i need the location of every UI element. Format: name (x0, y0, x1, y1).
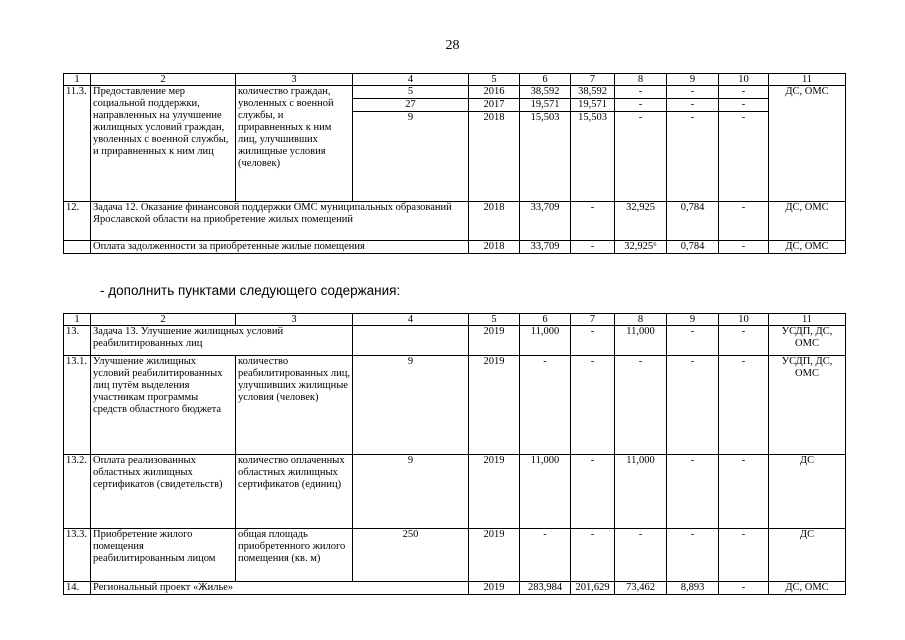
executor: ДС (769, 455, 846, 529)
table-row (64, 582, 846, 595)
regional-fund: - (615, 98, 667, 111)
total: 38,592 (530, 86, 560, 97)
local-fund: - (667, 356, 719, 455)
header-cell: 7 (571, 74, 615, 86)
federal-fund: - (571, 529, 615, 582)
total: 15,503 (520, 111, 571, 124)
executor: ДС, ОМС (769, 582, 846, 595)
table-row (64, 326, 846, 356)
regional-fund: 73,462 (615, 582, 667, 595)
row-number: 13.3. (64, 529, 91, 582)
amendment-note: - дополнить пунктами следующего содержания: (100, 283, 401, 298)
local-fund: - (667, 326, 719, 356)
row-number: 12. (64, 202, 91, 241)
local-fund: - (667, 455, 719, 529)
program-table-part-2 (63, 313, 846, 595)
other-fund: - (719, 529, 769, 582)
years (469, 86, 520, 202)
regional-fund: 11,000 (615, 326, 667, 356)
year: 2019 (469, 582, 520, 595)
executor: ДС, ОМС (769, 202, 846, 241)
header-cell: 11 (769, 74, 846, 86)
local-fund: - (667, 111, 719, 124)
measure-name: Улучшение жилищных условий реабилитированных лиц путём выделения участникам программы средств областного бюджета (91, 356, 236, 455)
total: - (520, 356, 571, 455)
other-fund: - (719, 582, 769, 595)
header-cell: 10 (719, 314, 769, 326)
federal-funds (571, 86, 615, 202)
federal-fund: 19,571 (571, 98, 615, 111)
target-value: 9 (353, 455, 469, 529)
header-cell: 2 (91, 314, 236, 326)
federal-fund: - (571, 326, 615, 356)
target-value: 9 (353, 111, 469, 124)
table-header-row (64, 314, 846, 326)
totals (520, 86, 571, 202)
table-row (64, 241, 846, 254)
measure-name: Оплата реализованных областных жилищных сертификатов (свидетельств) (91, 455, 236, 529)
year: 2019 (469, 529, 520, 582)
other-fund: - (719, 202, 769, 241)
total: 19,571 (520, 98, 571, 111)
regional-fund: 11,000 (615, 455, 667, 529)
other-fund: - (719, 241, 769, 254)
row-number: 13.2. (64, 455, 91, 529)
regional-fund: - (615, 529, 667, 582)
federal-fund: 201,629 (571, 582, 615, 595)
table-row (64, 356, 846, 455)
target-value (353, 326, 469, 356)
header-cell: 3 (236, 74, 353, 86)
year: 2018 (469, 202, 520, 241)
year: 2019 (469, 455, 520, 529)
indicator-name: количество граждан, уволенных с военной службы, и приравненных к ним лиц, улучшивших жилищные условия (человек) (236, 86, 353, 202)
federal-fund: - (571, 455, 615, 529)
header-cell: 9 (667, 74, 719, 86)
target-values (353, 86, 469, 202)
page-number: 28 (445, 38, 460, 53)
header-cell: 8 (615, 314, 667, 326)
indicator-name: количество оплаченных областных жилищных сертификатов (единиц) (236, 455, 353, 529)
total: 283,984 (520, 582, 571, 595)
executor: ДС, ОМС (769, 86, 846, 202)
federal-fund: - (571, 241, 615, 254)
row-number: 14. (64, 582, 91, 595)
local-fund: - (667, 98, 719, 111)
federal-fund: - (571, 356, 615, 455)
other-fund: - (719, 326, 769, 356)
table-row (64, 455, 846, 529)
other-fund: - (719, 356, 769, 455)
total: 33,709 (520, 241, 571, 254)
year: 2016 (483, 86, 505, 97)
indicator-name: общая площадь приобретенного жилого помещения (кв. м) (236, 529, 353, 582)
header-cell: 9 (667, 314, 719, 326)
header-cell: 3 (236, 314, 353, 326)
task-name: Задача 13. Улучшение жилищных условий реабилитированных лиц (91, 326, 353, 356)
row-number (64, 241, 91, 254)
federal-fund: 38,592 (578, 86, 607, 97)
header-cell: 4 (353, 74, 469, 86)
year: 2019 (469, 326, 520, 356)
federal-fund: 15,503 (571, 111, 615, 124)
other-fund: - (741, 86, 746, 97)
regional-fund: 32,925 (615, 202, 667, 241)
regional-fund: - (638, 86, 643, 97)
target-value: 9 (353, 356, 469, 455)
executor: ДС, ОМС (769, 241, 846, 254)
target-value: 250 (353, 529, 469, 582)
header-cell: 7 (571, 314, 615, 326)
measure-name: Предоставление мер социальной поддержки, направленных на улучшение жилищных условий граждан, уволенных с военной службы, и приравненных к ним лиц (91, 86, 236, 202)
header-cell: 1 (64, 314, 91, 326)
other-fund: - (719, 98, 769, 111)
total: 11,000 (520, 455, 571, 529)
other-funds (719, 86, 769, 202)
table-header-row (64, 74, 846, 86)
total: 11,000 (520, 326, 571, 356)
regional-fund: 32,925⁶ (615, 241, 667, 254)
header-cell: 2 (91, 74, 236, 86)
header-cell: 4 (353, 314, 469, 326)
executor: ДС (769, 529, 846, 582)
row-number: 13. (64, 326, 91, 356)
table-row (64, 202, 846, 241)
program-table-part-1 (63, 73, 846, 254)
target-value: 27 (353, 98, 469, 111)
header-cell: 1 (64, 74, 91, 86)
header-cell: 5 (469, 314, 520, 326)
local-fund: 0,784 (667, 241, 719, 254)
local-funds (667, 86, 719, 202)
year: 2017 (469, 98, 520, 111)
total: 33,709 (520, 202, 571, 241)
local-fund: 0,784 (667, 202, 719, 241)
year: 2019 (469, 356, 520, 455)
header-cell: 5 (469, 74, 520, 86)
row-number: 11.3. (64, 86, 91, 202)
year: 2018 (469, 111, 520, 124)
measure-name: Оплата задолженности за приобретенные жилые помещения (91, 241, 469, 254)
task-name: Задача 12. Оказание финансовой поддержки ОМС муниципальных образований Ярославской области на приобретение жилых помещений (91, 202, 469, 241)
regional-fund: - (615, 111, 667, 124)
total: - (520, 529, 571, 582)
local-fund: 8,893 (667, 582, 719, 595)
local-fund: - (690, 86, 695, 97)
header-cell: 6 (520, 74, 571, 86)
header-cell: 10 (719, 74, 769, 86)
header-cell: 6 (520, 314, 571, 326)
federal-fund: - (571, 202, 615, 241)
local-fund: - (667, 529, 719, 582)
other-fund: - (719, 455, 769, 529)
table-row (64, 86, 846, 202)
header-cell: 11 (769, 314, 846, 326)
regional-funds (615, 86, 667, 202)
year: 2018 (469, 241, 520, 254)
executor: УСДП, ДС, ОМС (769, 356, 846, 455)
project-name: Региональный проект «Жилье» (91, 582, 469, 595)
header-cell: 8 (615, 74, 667, 86)
indicator-name: количество реабилитированных лиц, улучшивших жилищные условия (человек) (236, 356, 353, 455)
measure-name: Приобретение жилого помещения реабилитированным лицом (91, 529, 236, 582)
target-value: 5 (407, 86, 414, 97)
other-fund: - (719, 111, 769, 124)
row-number: 13.1. (64, 356, 91, 455)
table-row (64, 529, 846, 582)
regional-fund: - (615, 356, 667, 455)
executor: УСДП, ДС, ОМС (769, 326, 846, 356)
